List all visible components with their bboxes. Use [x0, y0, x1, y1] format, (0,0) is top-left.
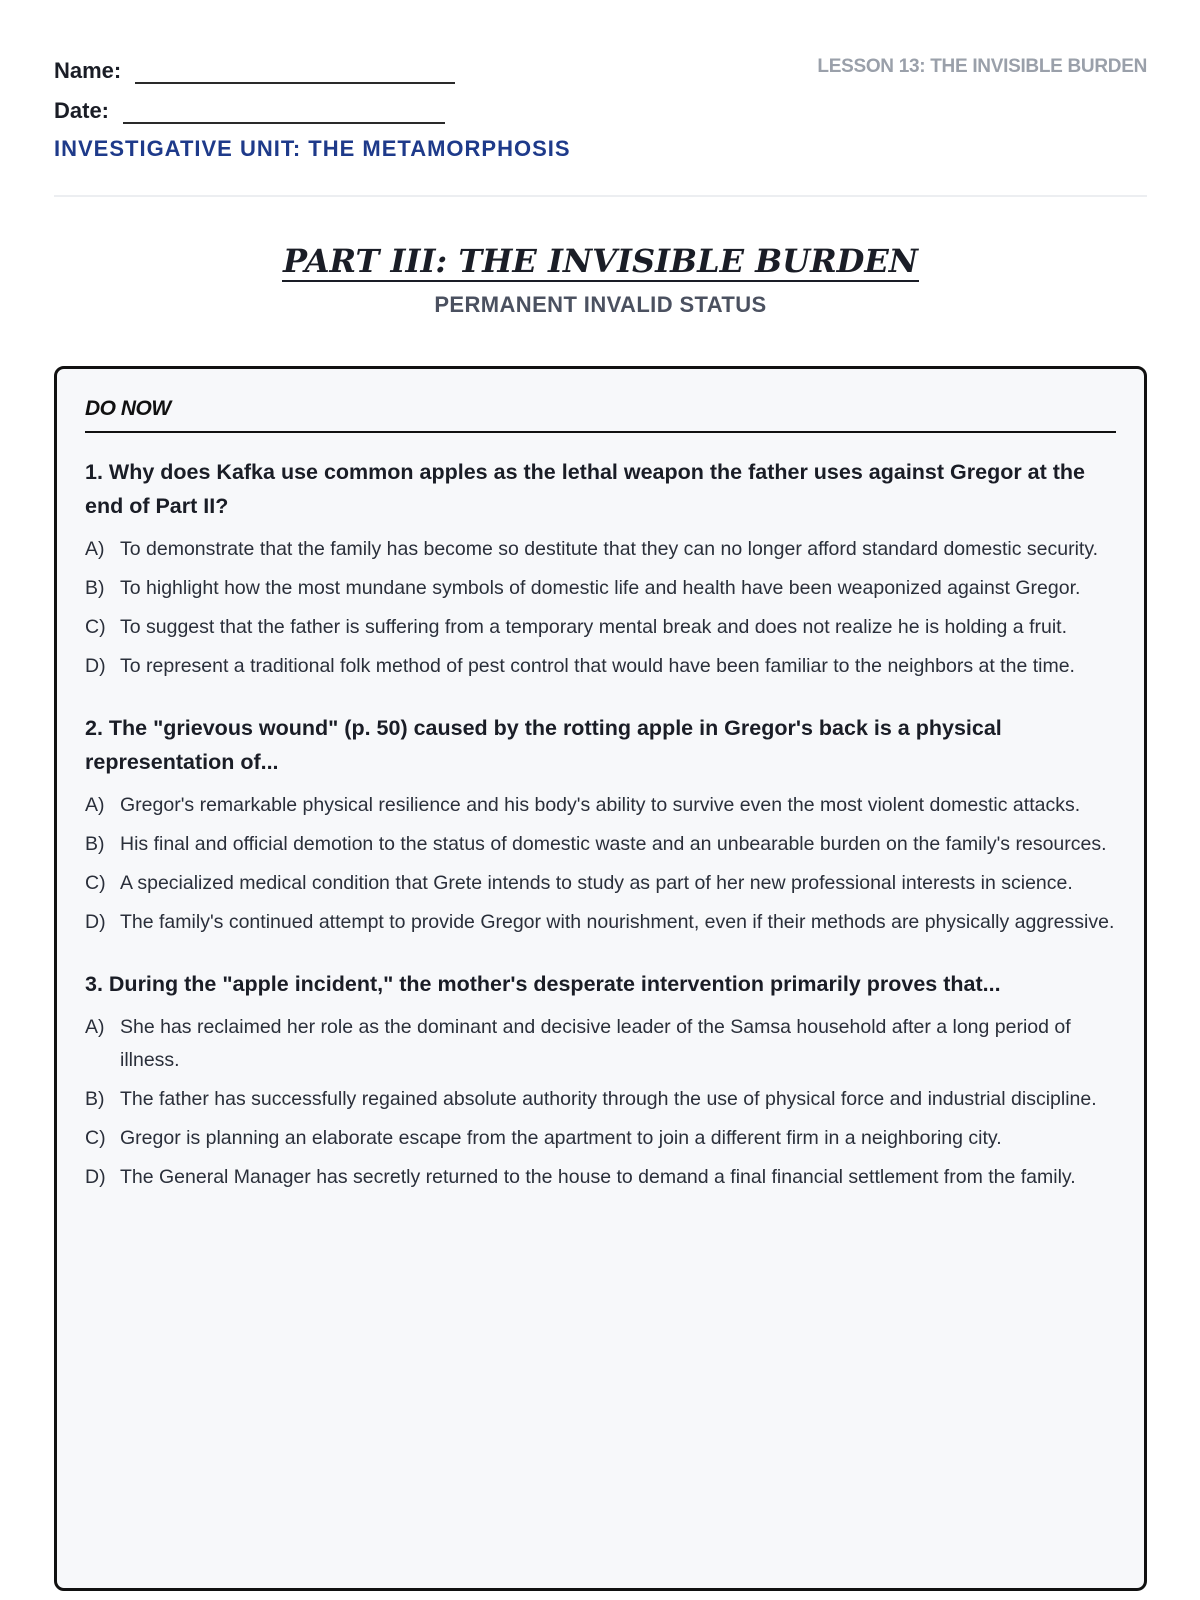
lesson-label: LESSON 13: THE INVISIBLE BURDEN — [817, 56, 1147, 77]
question-text: 3. During the "apple incident," the mother's desperate intervention primarily proves that... — [85, 972, 1001, 996]
name-field-row — [54, 56, 455, 84]
header-divider — [54, 195, 1147, 197]
option-letter: B) — [85, 1088, 105, 1110]
option-text: A specialized medical condition that Grete intends to study as part of her new professional interests in science. — [120, 872, 1073, 894]
answer-option[interactable] — [85, 650, 1116, 683]
option-text: She has reclaimed her role as the dominant and decisive leader of the Samsa household after a long period of illness. — [120, 1016, 1071, 1071]
answer-option[interactable] — [85, 1122, 1116, 1155]
do-now-box — [54, 366, 1147, 1591]
page-title: PART III: THE INVISIBLE BURDEN — [282, 242, 919, 280]
name-blank-line[interactable] — [135, 56, 455, 84]
question-1 — [85, 455, 1116, 683]
date-blank-line[interactable] — [123, 96, 445, 124]
option-letter: A) — [85, 538, 105, 560]
option-letter: B) — [85, 833, 105, 855]
title-block — [54, 242, 1147, 318]
option-letter: D) — [85, 1166, 106, 1188]
date-field-row — [54, 96, 445, 124]
option-letter: C) — [85, 1127, 106, 1149]
option-letter: A) — [85, 794, 105, 816]
option-letter: C) — [85, 872, 106, 894]
option-text: To represent a traditional folk method of pest control that would have been familiar to the neighbors at the time. — [120, 655, 1075, 677]
question-text: 1. Why does Kafka use common apples as the lethal weapon the father uses against Gregor at the end of Part II? — [85, 460, 1086, 518]
do-now-heading: DO NOW — [85, 397, 1116, 433]
worksheet-page — [54, 0, 1147, 1188]
option-letter: C) — [85, 616, 106, 638]
question-3 — [85, 967, 1116, 1194]
worksheet-header — [54, 0, 1147, 168]
option-text: His final and official demotion to the status of domestic waste and an unbearable burden on the family's resources. — [120, 833, 1107, 855]
option-letter: D) — [85, 911, 106, 933]
date-label: Date: — [54, 98, 110, 123]
page-subtitle: PERMANENT INVALID STATUS — [434, 292, 767, 317]
answer-option[interactable] — [85, 572, 1116, 605]
answer-option[interactable] — [85, 828, 1116, 861]
option-text: The General Manager has secretly returned to the house to demand a final financial settlement from the family. — [120, 1166, 1076, 1188]
answer-option[interactable] — [85, 611, 1116, 644]
option-text: The father has successfully regained absolute authority through the use of physical force and industrial discipline. — [120, 1088, 1097, 1110]
question-text: 2. The "grievous wound" (p. 50) caused by the rotting apple in Gregor's back is a physical representation of... — [85, 716, 1002, 774]
answer-option[interactable] — [85, 1161, 1116, 1194]
option-text: Gregor is planning an elaborate escape from the apartment to join a different firm in a neighboring city. — [120, 1127, 1002, 1149]
option-text: The family's continued attempt to provide Gregor with nourishment, even if their methods are physically aggressive. — [120, 911, 1115, 933]
answer-option[interactable] — [85, 533, 1116, 566]
unit-title: INVESTIGATIVE UNIT: THE METAMORPHOSIS — [54, 136, 571, 161]
answer-option[interactable] — [85, 1083, 1116, 1116]
answer-option[interactable] — [85, 789, 1116, 822]
option-letter: B) — [85, 577, 105, 599]
answer-option[interactable] — [85, 906, 1116, 939]
question-2 — [85, 711, 1116, 939]
answer-option[interactable] — [85, 1011, 1116, 1077]
answer-option[interactable] — [85, 867, 1116, 900]
option-text: Gregor's remarkable physical resilience and his body's ability to survive even the most violent domestic attacks. — [120, 794, 1081, 816]
option-letter: A) — [85, 1016, 105, 1038]
name-label: Name: — [54, 58, 122, 83]
option-text: To demonstrate that the family has become so destitute that they can no longer afford standard domestic security. — [120, 538, 1099, 560]
option-text: To highlight how the most mundane symbols of domestic life and health have been weaponized against Gregor. — [120, 577, 1081, 599]
option-text: To suggest that the father is suffering from a temporary mental break and does not realize he is holding a fruit. — [120, 616, 1067, 638]
option-letter: D) — [85, 655, 106, 677]
